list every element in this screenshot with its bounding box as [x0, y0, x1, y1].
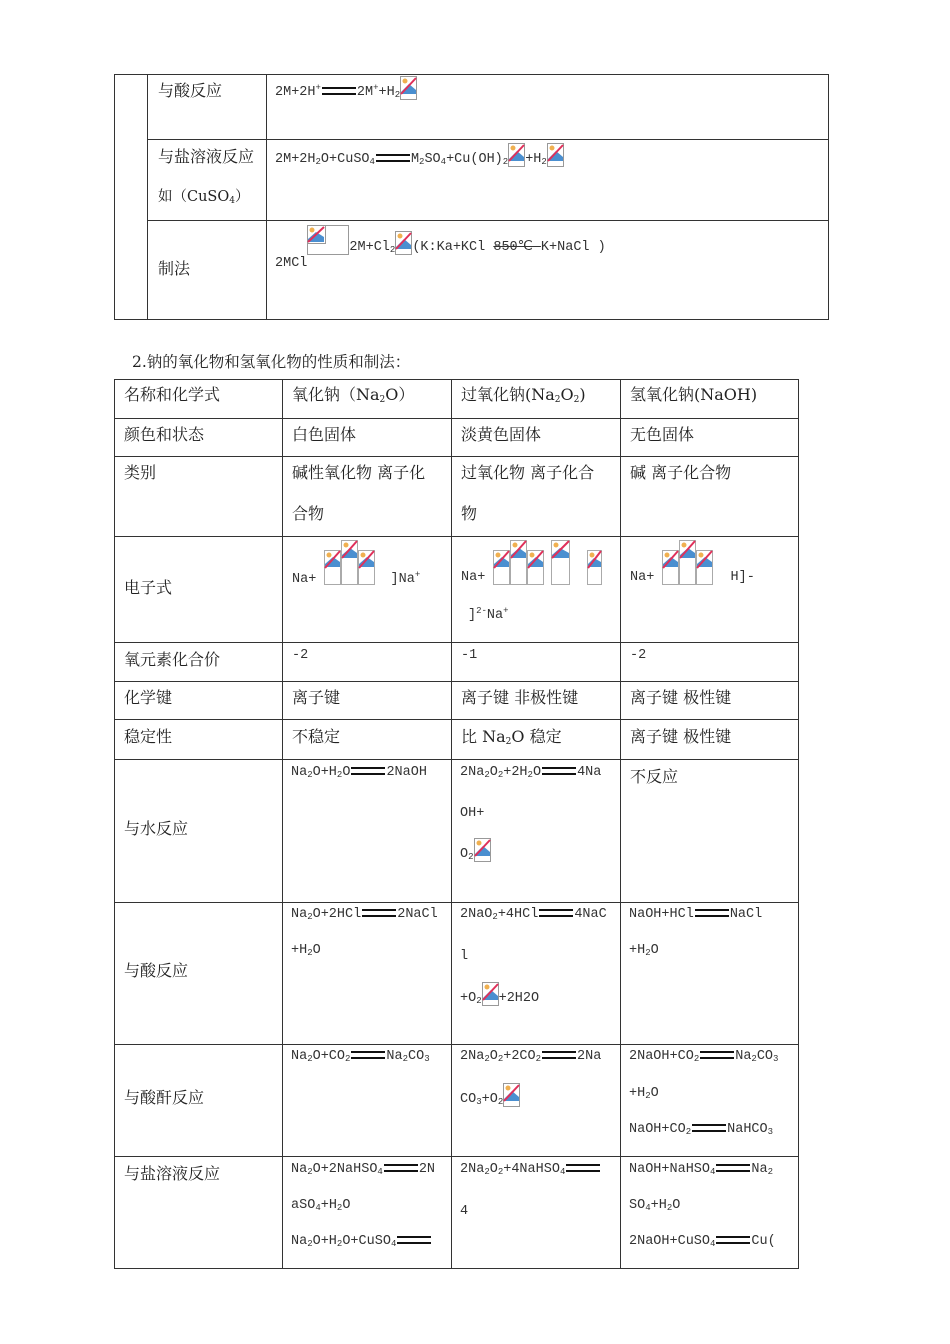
broken-image-icon [474, 838, 491, 862]
row-acid-naoh-line2: $+H_2O$ [629, 943, 659, 958]
row-acid-na2o2-line3: $+O_2$ +2H2O [460, 982, 539, 1006]
row-anhydride-naoh-line3: $NaOH+CO_2$ NaHCO$_3$ [629, 1122, 774, 1137]
broken-image-icon [324, 540, 376, 585]
broken-image-icon [400, 76, 417, 100]
row-category-na2o-a: 碱性氧化物 离子化 [292, 463, 426, 482]
row-color-label: 颜色和状态 [124, 425, 205, 444]
header-na2o: 氧化钠$(Na_2O)$ [292, 385, 415, 405]
row-bond-na2o2: 离子键 非极性键 [461, 688, 579, 707]
header-naoh: 氢氧化钠(NaOH) [630, 385, 758, 404]
row-salt-na2o-line3: $Na_2O+H_2O+CuSO_4$ [291, 1234, 432, 1249]
row-valence-na2o2: -1 [461, 648, 478, 663]
equals-sign [695, 909, 729, 917]
equals-sign [322, 87, 356, 95]
row-salt-naoh-line3: 2NaOH+CuSO$_4$ Cu( [629, 1234, 776, 1249]
section-title: 2.钠的氧化物和氢氧化物的性质和制法： [132, 353, 411, 371]
row-water-label: 与水反应 [124, 819, 189, 838]
row-valence-naoh: -2 [630, 648, 647, 663]
row-salt-na2o-line1: $Na_2O+2NaHSO_4$ 2N [291, 1162, 436, 1177]
equals-sign [397, 1236, 431, 1244]
row-stability-label: 稳定性 [124, 727, 173, 746]
row-bond-na2o: 离子键 [292, 688, 341, 707]
row-acid-naoh-line1: NaOH+HCl NaCl [629, 907, 763, 922]
row-category-naoh: 碱 离子化合物 [630, 463, 732, 482]
row-water-naoh: 不反应 [630, 767, 679, 786]
equals-sign [566, 1164, 600, 1172]
row-category-label: 类别 [124, 463, 157, 482]
row-bond-naoh: 离子键 极性键 [630, 688, 732, 707]
row-acid-na2o2-line1: 2NaO$_2$+4HCl 4NaC [460, 907, 607, 922]
row-color-na2o2: 淡黄色固体 [461, 425, 542, 444]
row-category-na2o2-b: 物 [461, 504, 478, 523]
row-acid-na2o-line2: $+H_2O$ [291, 943, 321, 958]
equals-sign [716, 1236, 750, 1244]
t1-label-acid: 与酸反应 [158, 81, 223, 100]
t1-label-salt: 与盐溶液反应 [158, 147, 255, 166]
equals-sign [700, 1051, 734, 1059]
row-acid-na2o-line1: $Na_2O+2HCl$ 2NaCl [291, 907, 438, 922]
row-color-naoh: 无色固体 [630, 425, 695, 444]
equals-sign [351, 767, 385, 775]
row-anhydride-naoh-line2: $+H_2O$ [629, 1086, 659, 1101]
broken-image-icon [482, 982, 499, 1006]
row-water-na2o2-line1: $2Na_2O_2+2H_2O$ 4Na [460, 765, 602, 780]
header-na2o2: 过氧化钠$(Na_2O_2)$ [461, 385, 586, 405]
row-valence-na2o: -2 [292, 648, 309, 663]
broken-image-icon [395, 231, 412, 255]
t1-formula-method: 2MCl $2M+Cl_2$ (K:Ka+KCl 850℃ K+NaCl ) [275, 225, 606, 255]
t1-label-example: 如（CuSO$_4$） [158, 189, 250, 206]
t1-formula-acid: 2M+2H+ $2M^++H_2$ [275, 76, 417, 100]
row-stability-naoh: 离子键 极性键 [630, 727, 732, 746]
equals-sign [362, 909, 396, 917]
broken-image-icon [508, 143, 525, 167]
broken-image-icon [493, 540, 611, 585]
row-anhydride-na2o2-line2: $CO_3+O_2$ [460, 1083, 520, 1107]
broken-image-icon [547, 143, 564, 167]
row-acid-na2o2-line2: l [460, 949, 469, 964]
row-salt-label: 与盐溶液反应 [124, 1164, 221, 1183]
equals-sign [539, 909, 573, 917]
row-water-na2o2-line3: $O_2$ [460, 838, 491, 862]
row-anhydride-naoh-line1: $2NaOH+CO_2$ $Na_2CO_3$ [629, 1049, 779, 1064]
row-salt-naoh-line1: NaOH+NaHSO$_4$ $Na_2$ [629, 1162, 774, 1177]
equals-sign [384, 1164, 418, 1172]
row-salt-na2o2-line1: $2Na_2O_2+4NaHSO_4$ [460, 1162, 601, 1177]
row-acid-label: 与酸反应 [124, 961, 189, 980]
row-stability-na2o2: 比 $Na_2O$ 稳定 [461, 727, 562, 747]
row-electron-na2o: Na+ ]Na+ [292, 540, 420, 585]
broken-image-icon [662, 540, 714, 585]
row-anhydride-label: 与酸酐反应 [124, 1088, 205, 1107]
row-category-na2o2-a: 过氧化物 离子化合 [461, 463, 595, 482]
equals-sign [542, 1051, 576, 1059]
row-salt-na2o2-line2: 4 [460, 1204, 469, 1219]
row-salt-naoh-line2: $SO_4+H_2O$ [629, 1198, 681, 1213]
equals-sign [692, 1124, 726, 1132]
row-electron-na2o2: Na+ [461, 540, 611, 585]
row-water-na2o: $Na_2O+H_2O$ 2NaOH [291, 765, 427, 780]
equals-sign [542, 767, 576, 775]
t1-formula-salt: $2M+2H_2O+CuSO_4$ $M_2SO_4+Cu(OH)_2$ $+H_2$ [275, 143, 564, 167]
equals-sign [351, 1051, 385, 1059]
row-anhydride-na2o: $Na_2O+CO_2$ $Na_2CO_3$ [291, 1049, 430, 1064]
broken-image-icon [307, 225, 349, 255]
row-electron-naoh: Na+ H]- [630, 540, 755, 585]
row-valence-label: 氧元素化合价 [124, 650, 221, 669]
row-salt-na2o-line2: $aSO_4+H_2O$ [291, 1198, 351, 1213]
row-category-na2o-b: 合物 [292, 504, 325, 523]
row-bond-label: 化学键 [124, 688, 173, 707]
t1-label-method: 制法 [158, 259, 191, 278]
equals-sign [716, 1164, 750, 1172]
equals-sign [376, 154, 410, 162]
row-electron-na2o2-b: ]$^{2-}$Na+ [468, 606, 509, 623]
row-color-na2o: 白色固体 [292, 425, 357, 444]
row-water-na2o2-line2: OH+ [460, 806, 485, 821]
broken-image-icon [503, 1083, 520, 1107]
row-stability-na2o: 不稳定 [292, 727, 341, 746]
row-electron-label: 电子式 [124, 578, 173, 597]
row-anhydride-na2o2-line1: $2Na_2O_2+2CO_2$ 2Na [460, 1049, 602, 1064]
header-name: 名称和化学式 [124, 385, 221, 404]
